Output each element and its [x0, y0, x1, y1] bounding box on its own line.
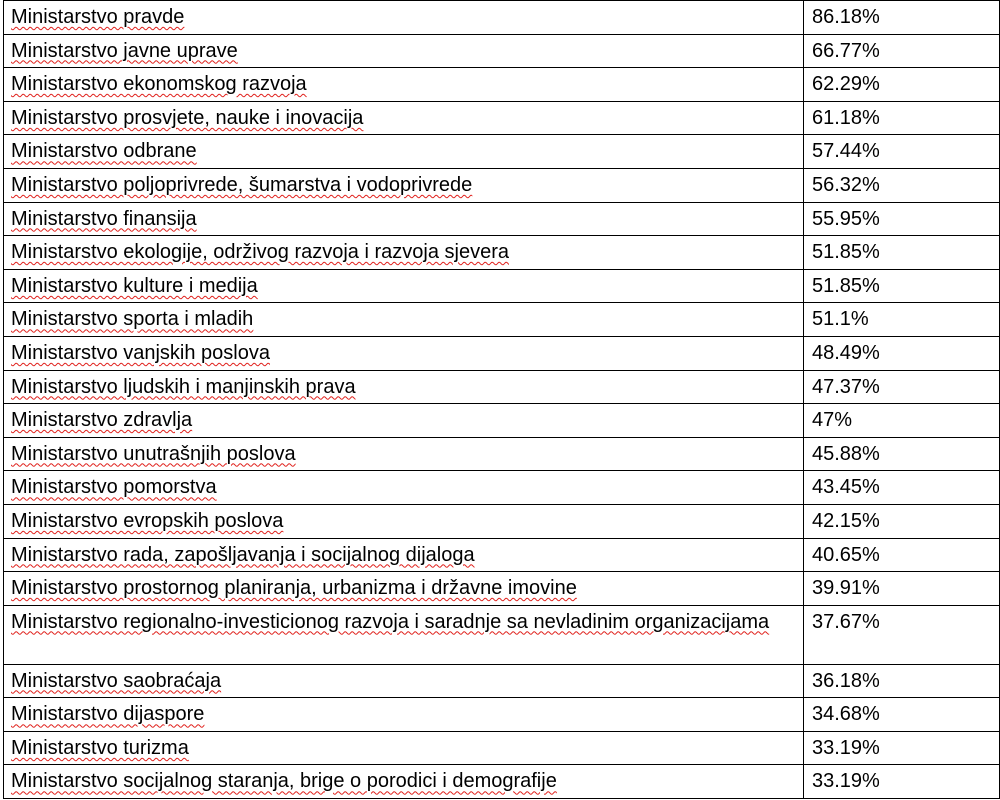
- ministry-name-cell: [4, 101, 804, 135]
- ministry-name: Ministarstvo regionalno-investicionog razvoja i saradnje sa nevladinim organizacijama: [11, 610, 770, 633]
- ministry-name: Ministarstvo socijalnog staranja, brige o porodici i demografije: [11, 770, 557, 793]
- percentage-cell: 57.44%: [804, 135, 1000, 169]
- ministry-name: Ministarstvo javne uprave: [11, 39, 238, 62]
- table-row: [4, 34, 1000, 68]
- table-row: [4, 471, 1000, 505]
- ministry-name: Ministarstvo odbrane: [11, 140, 197, 163]
- table-row: [4, 765, 1000, 799]
- ministry-name-cell: [4, 370, 804, 404]
- percentage-cell: 33.19%: [804, 731, 1000, 765]
- table-row: [4, 404, 1000, 438]
- percentage-cell: 45.88%: [804, 437, 1000, 471]
- percentage-cell: 51.85%: [804, 236, 1000, 270]
- ministry-name: Ministarstvo sporta i mladih: [11, 308, 254, 331]
- percentage-cell: 34.68%: [804, 698, 1000, 732]
- percentage-cell: 62.29%: [804, 68, 1000, 102]
- table-row: [4, 303, 1000, 337]
- table-row: [4, 68, 1000, 102]
- percentage-cell: 61.18%: [804, 101, 1000, 135]
- ministry-name-cell: [4, 437, 804, 471]
- percentage-cell: 37.67%: [804, 605, 1000, 664]
- percentage-cell: 51.1%: [804, 303, 1000, 337]
- ministry-name-cell: [4, 34, 804, 68]
- ministry-name-cell: [4, 731, 804, 765]
- percentage-cell: 47%: [804, 404, 1000, 438]
- table-row: [4, 731, 1000, 765]
- ministry-name: Ministarstvo prosvjete, nauke i inovacija: [11, 106, 364, 129]
- percentage-cell: 55.95%: [804, 202, 1000, 236]
- ministry-name: Ministarstvo finansija: [11, 207, 197, 230]
- ministry-name-cell: [4, 303, 804, 337]
- ministry-name: Ministarstvo ljudskih i manjinskih prava: [11, 375, 356, 398]
- ministry-name-cell: [4, 605, 804, 664]
- percentage-cell: 40.65%: [804, 538, 1000, 572]
- table-row: [4, 168, 1000, 202]
- ministry-name: Ministarstvo evropskih poslova: [11, 509, 284, 532]
- percentage-cell: 86.18%: [804, 1, 1000, 35]
- ministry-name: Ministarstvo ekonomskog razvoja: [11, 73, 307, 96]
- ministry-name-cell: [4, 471, 804, 505]
- percentage-cell: 51.85%: [804, 269, 1000, 303]
- ministry-name: Ministarstvo rada, zapošljavanja i socijalnog dijaloga: [11, 543, 475, 566]
- ministry-name-cell: [4, 538, 804, 572]
- ministry-name: Ministarstvo zdravlja: [11, 409, 193, 432]
- ministries-table: [3, 0, 1000, 799]
- table-row: [4, 572, 1000, 606]
- table-body: [4, 1, 1000, 799]
- ministry-name: Ministarstvo vanjskih poslova: [11, 341, 270, 364]
- table-row: [4, 538, 1000, 572]
- table-row: [4, 370, 1000, 404]
- percentage-cell: 47.37%: [804, 370, 1000, 404]
- ministry-name: Ministarstvo turizma: [11, 736, 189, 759]
- percentage-cell: 39.91%: [804, 572, 1000, 606]
- ministry-name: Ministarstvo prostornog planiranja, urbanizma i državne imovine: [11, 577, 577, 600]
- percentage-cell: 33.19%: [804, 765, 1000, 799]
- percentage-cell: 66.77%: [804, 34, 1000, 68]
- table-row: [4, 1, 1000, 35]
- table-row: [4, 664, 1000, 698]
- ministry-name-cell: [4, 404, 804, 438]
- ministry-name-cell: [4, 765, 804, 799]
- ministry-name-cell: [4, 1, 804, 35]
- ministry-name: Ministarstvo saobraćaja: [11, 669, 222, 692]
- table-row: [4, 698, 1000, 732]
- ministry-name-cell: [4, 68, 804, 102]
- ministry-name-cell: [4, 135, 804, 169]
- percentage-cell: 48.49%: [804, 336, 1000, 370]
- ministry-name: Ministarstvo kulture i medija: [11, 274, 258, 297]
- ministry-name-cell: [4, 664, 804, 698]
- percentage-cell: 36.18%: [804, 664, 1000, 698]
- ministry-name: Ministarstvo poljoprivrede, šumarstva i vodoprivrede: [11, 173, 473, 196]
- ministry-name-cell: [4, 698, 804, 732]
- ministry-name-cell: [4, 202, 804, 236]
- table-row: [4, 236, 1000, 270]
- ministry-name: Ministarstvo pravde: [11, 6, 185, 28]
- table-row: [4, 202, 1000, 236]
- ministry-name-cell: [4, 269, 804, 303]
- percentage-cell: 56.32%: [804, 168, 1000, 202]
- table-row: [4, 437, 1000, 471]
- ministry-name: Ministarstvo unutrašnjih poslova: [11, 442, 296, 465]
- ministry-name: Ministarstvo ekologije, održivog razvoja i razvoja sjevera: [11, 241, 509, 264]
- ministry-name-cell: [4, 336, 804, 370]
- table-row: [4, 605, 1000, 664]
- table-row: [4, 336, 1000, 370]
- ministry-name-cell: [4, 236, 804, 270]
- table-row: [4, 101, 1000, 135]
- ministry-name-cell: [4, 504, 804, 538]
- table-row: [4, 135, 1000, 169]
- ministry-name-cell: [4, 168, 804, 202]
- ministry-name: Ministarstvo dijaspore: [11, 703, 205, 726]
- table-row: [4, 504, 1000, 538]
- percentage-cell: 42.15%: [804, 504, 1000, 538]
- ministry-name: Ministarstvo pomorstva: [11, 476, 217, 499]
- percentage-cell: 43.45%: [804, 471, 1000, 505]
- ministry-name-cell: [4, 572, 804, 606]
- table-row: [4, 269, 1000, 303]
